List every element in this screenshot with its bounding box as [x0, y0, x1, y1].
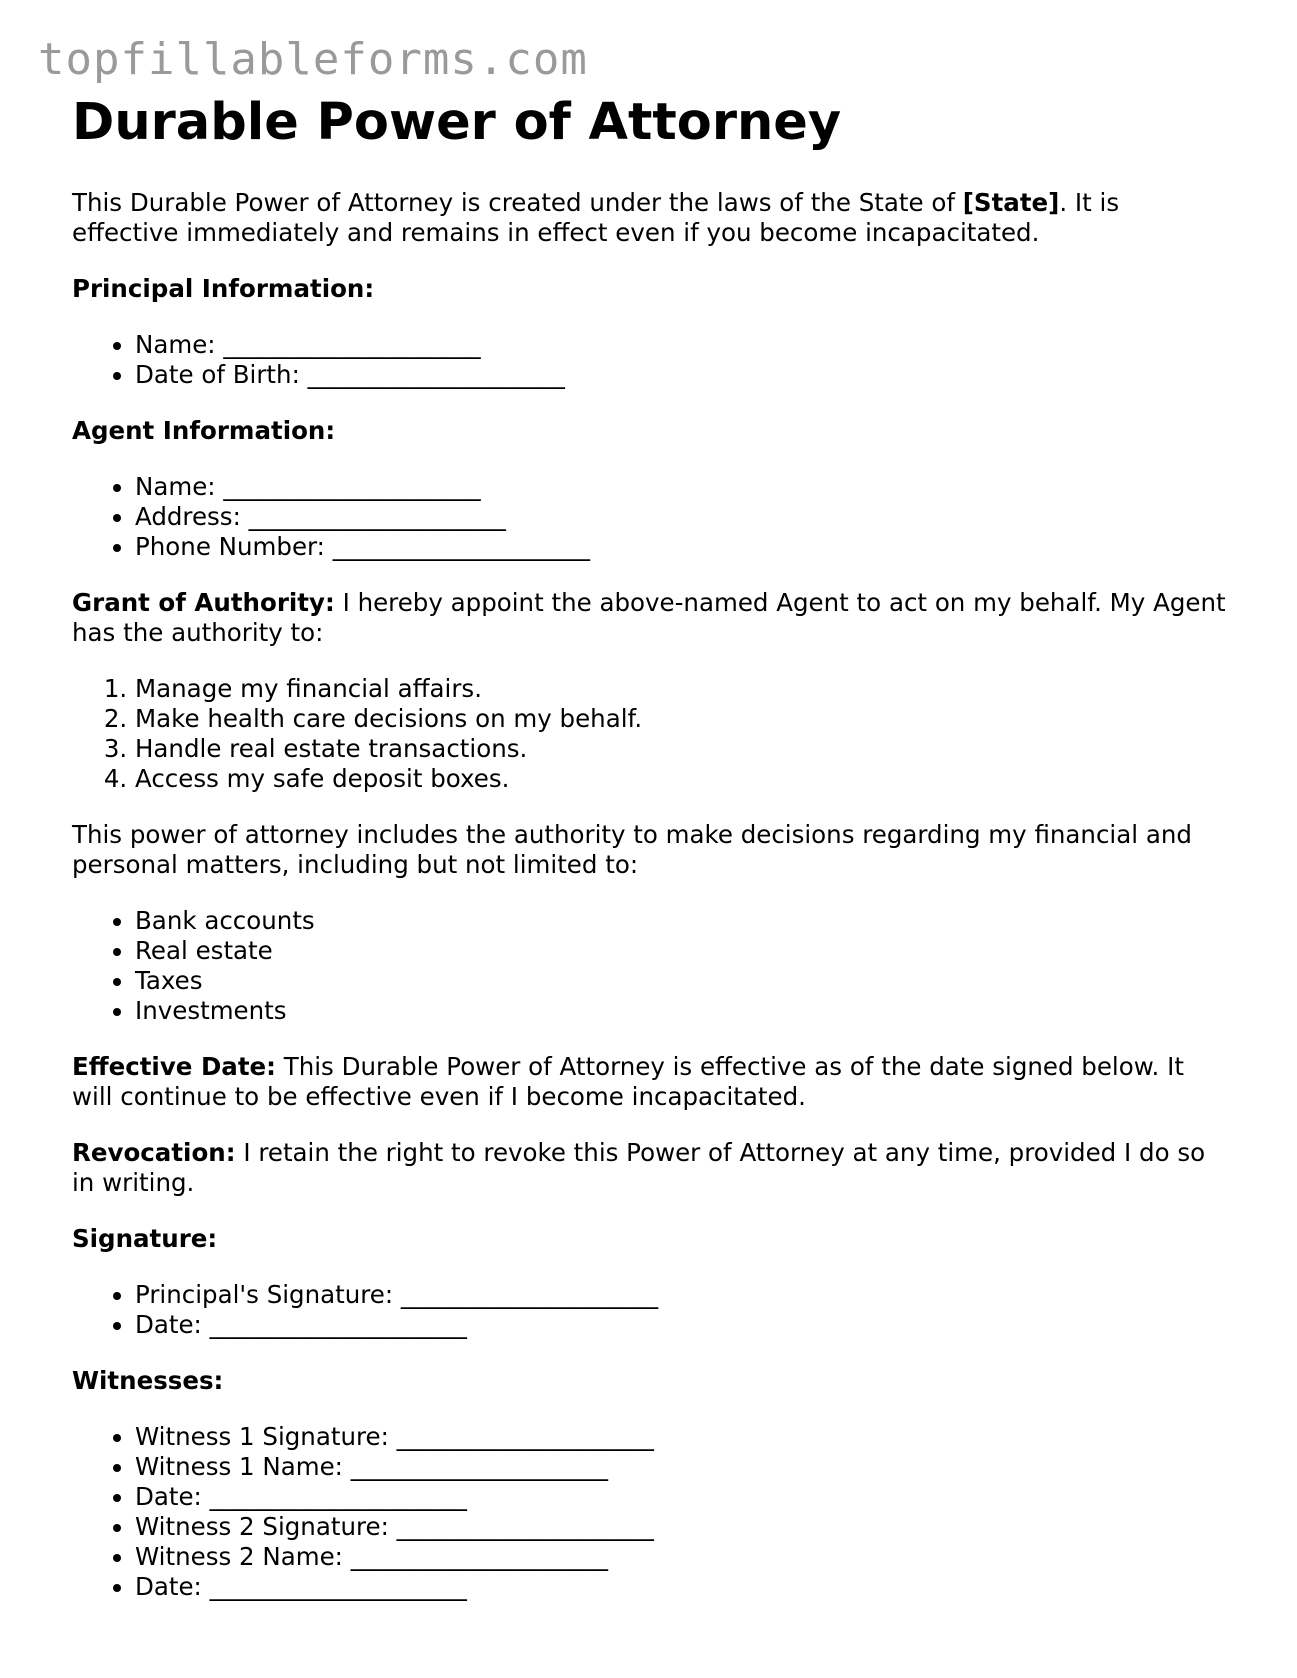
signature-date-field: • Date: _____________________	[135, 1310, 1232, 1340]
witness-2-name-field: • Witness 2 Name: _____________________	[135, 1542, 1232, 1572]
witness-1-signature-field: • Witness 1 Signature: _____________________	[135, 1422, 1232, 1452]
witness-2-signature-field: • Witness 2 Signature: _____________________	[135, 1512, 1232, 1542]
principal-name-field: • Name: _____________________	[135, 330, 1232, 360]
agent-address-field: • Address: _____________________	[135, 502, 1232, 532]
list-item: • Taxes	[135, 966, 1232, 996]
intro-paragraph: This Durable Power of Attorney is created under the laws of the State of [State]. It is effective immediately and remains in effect even if you become incapacitated.	[72, 188, 1120, 247]
list-item: 1. Manage my financial affairs.	[135, 674, 1232, 704]
principal-signature-field: • Principal's Signature: _____________________	[135, 1280, 1232, 1310]
page-title: Durable Power of Attorney	[72, 93, 842, 152]
principal-dob-field: • Date of Birth: _____________________	[135, 360, 1232, 390]
document	[72, 90, 1232, 1602]
authority-list	[72, 674, 1232, 794]
signature-heading: Signature:	[72, 1224, 218, 1253]
list-item: 4. Access my safe deposit boxes.	[135, 764, 1232, 794]
witness-1-name-field: • Witness 1 Name: _____________________	[135, 1452, 1232, 1482]
principal-fields	[72, 330, 1232, 390]
revocation-paragraph: Revocation: I retain the right to revoke this Power of Attorney at any time, provided I do so in writing.	[72, 1138, 1206, 1197]
scope-paragraph: This power of attorney includes the authority to make decisions regarding my financial and personal matters, including but not limited to:	[72, 820, 1192, 879]
grant-paragraph: Grant of Authority: I hereby appoint the above-named Agent to act on my behalf. My Agent has the authority to:	[72, 588, 1226, 647]
agent-name-field: • Name: _____________________	[135, 472, 1232, 502]
witness-2-date-field: • Date: _____________________	[135, 1572, 1232, 1602]
list-item: • Bank accounts	[135, 906, 1232, 936]
state-placeholder: [State]	[962, 188, 1060, 217]
witness-1-date-field: • Date: _____________________	[135, 1482, 1232, 1512]
list-item: 2. Make health care decisions on my behalf.	[135, 704, 1232, 734]
witnesses-heading: Witnesses:	[72, 1366, 224, 1395]
watermark: topfillableforms.com	[38, 34, 588, 85]
list-item: • Real estate	[135, 936, 1232, 966]
agent-phone-field: • Phone Number: _____________________	[135, 532, 1232, 562]
list-item: 3. Handle real estate transactions.	[135, 734, 1232, 764]
agent-fields	[72, 472, 1232, 562]
witness-fields	[72, 1422, 1232, 1602]
signature-fields	[72, 1280, 1232, 1340]
effective-date-paragraph: Effective Date: This Durable Power of Attorney is effective as of the date signed below. It will continue to be effective even if I become incapacitated.	[72, 1052, 1184, 1111]
agent-heading: Agent Information:	[72, 416, 336, 445]
principal-heading: Principal Information:	[72, 274, 375, 303]
list-item: • Investments	[135, 996, 1232, 1026]
scope-list	[72, 906, 1232, 1026]
